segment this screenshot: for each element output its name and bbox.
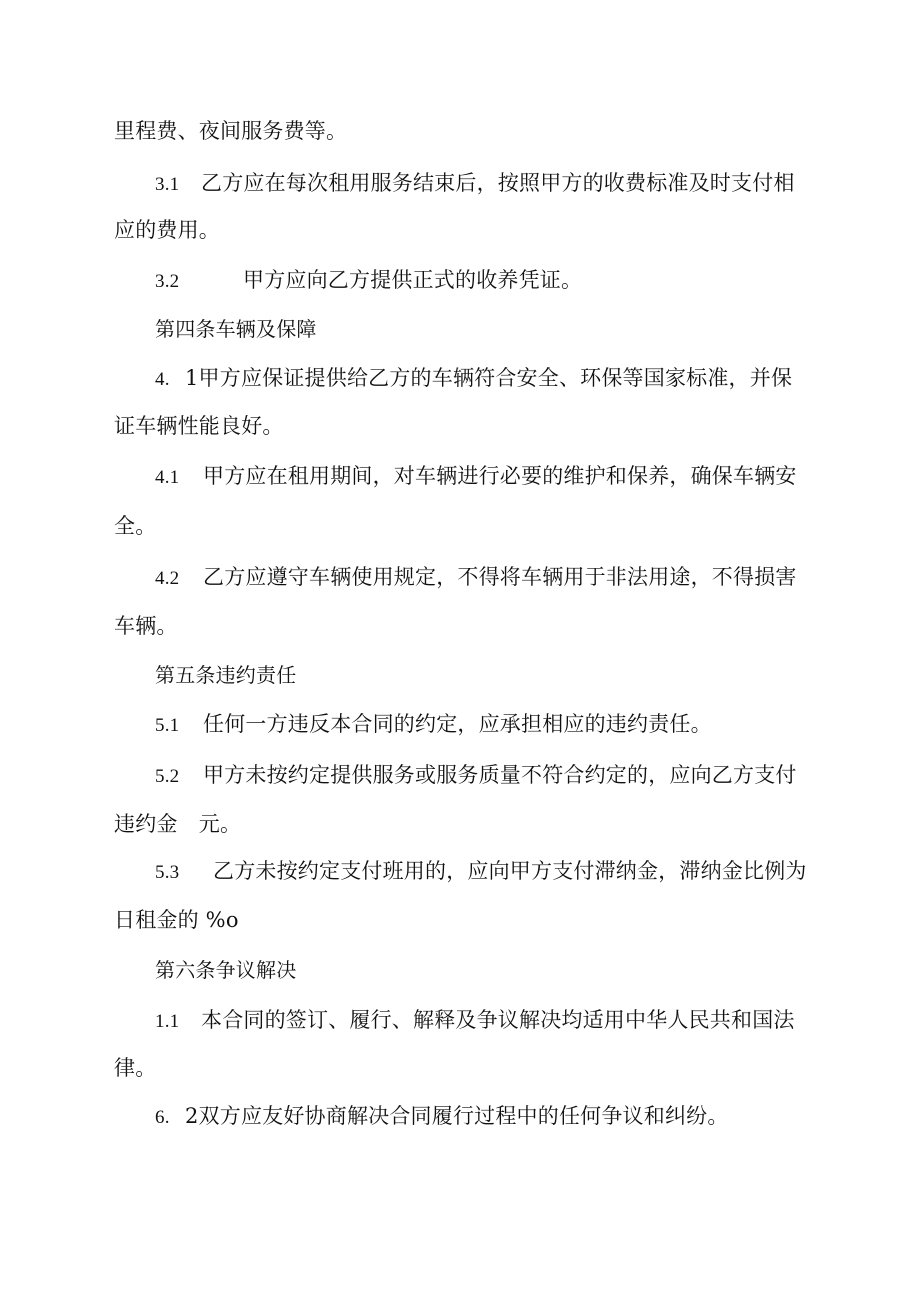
clause-4-2 xyxy=(155,562,797,594)
heading-text: 第四条车辆及保障 xyxy=(155,317,317,341)
clause-3-2 xyxy=(155,265,582,297)
paragraph-line xyxy=(114,905,239,935)
line-text: 1甲方应保证提供给乙方的车辆符合安全、环保等国家标准，并保 xyxy=(185,366,793,390)
clause-5-3 xyxy=(155,856,807,888)
clause-5-1 xyxy=(155,709,712,741)
line-text: 乙方未按约定支付班用的，应向甲方支付滞纳金，滞纳金比例为 xyxy=(213,859,807,883)
clause-number: 5.2 xyxy=(155,766,180,787)
line-text: 任何一方违反本合同的约定，应承担相应的违约责任。 xyxy=(203,712,712,736)
line-text: 乙方应在每次租用服务结束后，按照甲方的收费标准及时支付相 xyxy=(201,171,795,195)
clause-number: 3.2 xyxy=(155,271,180,292)
clause-number: 5.3 xyxy=(155,862,180,883)
clause-5-2 xyxy=(155,760,797,792)
line-text: 证车辆性能良好。 xyxy=(114,414,284,438)
line-text: 全。 xyxy=(114,514,157,538)
line-text: 甲方未按约定提供服务或服务质量不符合约定的，应向乙方支付 xyxy=(203,763,797,787)
paragraph-line xyxy=(114,411,284,441)
clause-6-2 xyxy=(155,1101,729,1133)
heading-text: 第六条争议解决 xyxy=(155,958,297,982)
line-text: 车辆。 xyxy=(114,614,178,638)
clause-3-1 xyxy=(155,168,795,200)
section-heading-6 xyxy=(155,955,296,985)
paragraph-line xyxy=(114,116,347,146)
clause-number: 4.1 xyxy=(155,467,180,488)
line-text: 本合同的签订、履行、解释及争议解决均适用中华人民共和国法 xyxy=(201,1008,795,1032)
line-text: 甲方应向乙方提供正式的收养凭证。 xyxy=(243,268,583,292)
clause-number: 1.1 xyxy=(155,1011,180,1032)
section-heading-4 xyxy=(155,314,317,344)
section-heading-5 xyxy=(155,660,296,690)
paragraph-line xyxy=(114,611,178,641)
paragraph-line xyxy=(114,809,241,839)
line-text: 违约金 元。 xyxy=(114,812,242,836)
clause-number: 5.1 xyxy=(155,715,180,736)
heading-text: 第五条违约责任 xyxy=(155,663,297,687)
clause-4-0 xyxy=(155,363,792,395)
clause-4-1 xyxy=(155,461,797,493)
clause-number: 6. xyxy=(155,1107,170,1128)
paragraph-line xyxy=(114,1053,156,1083)
paragraph-line xyxy=(114,215,220,245)
line-text: 律。 xyxy=(114,1056,157,1080)
clause-number: 4.2 xyxy=(155,568,180,589)
clause-number: 3.1 xyxy=(155,174,180,195)
line-text: 日租金的 %o xyxy=(114,908,239,932)
line-text: 应的费用。 xyxy=(114,218,220,242)
clause-number: 4. xyxy=(155,369,170,390)
line-text: 里程费、夜间服务费等。 xyxy=(114,119,348,143)
line-text: 2双方应友好协商解决合同履行过程中的任何争议和纠纷。 xyxy=(185,1104,729,1128)
line-text: 甲方应在租用期间，对车辆进行必要的维护和保养，确保车辆安 xyxy=(203,464,797,488)
paragraph-line xyxy=(114,511,156,541)
clause-6-1 xyxy=(155,1005,795,1037)
line-text: 乙方应遵守车辆使用规定，不得将车辆用于非法用途，不得损害 xyxy=(203,565,797,589)
